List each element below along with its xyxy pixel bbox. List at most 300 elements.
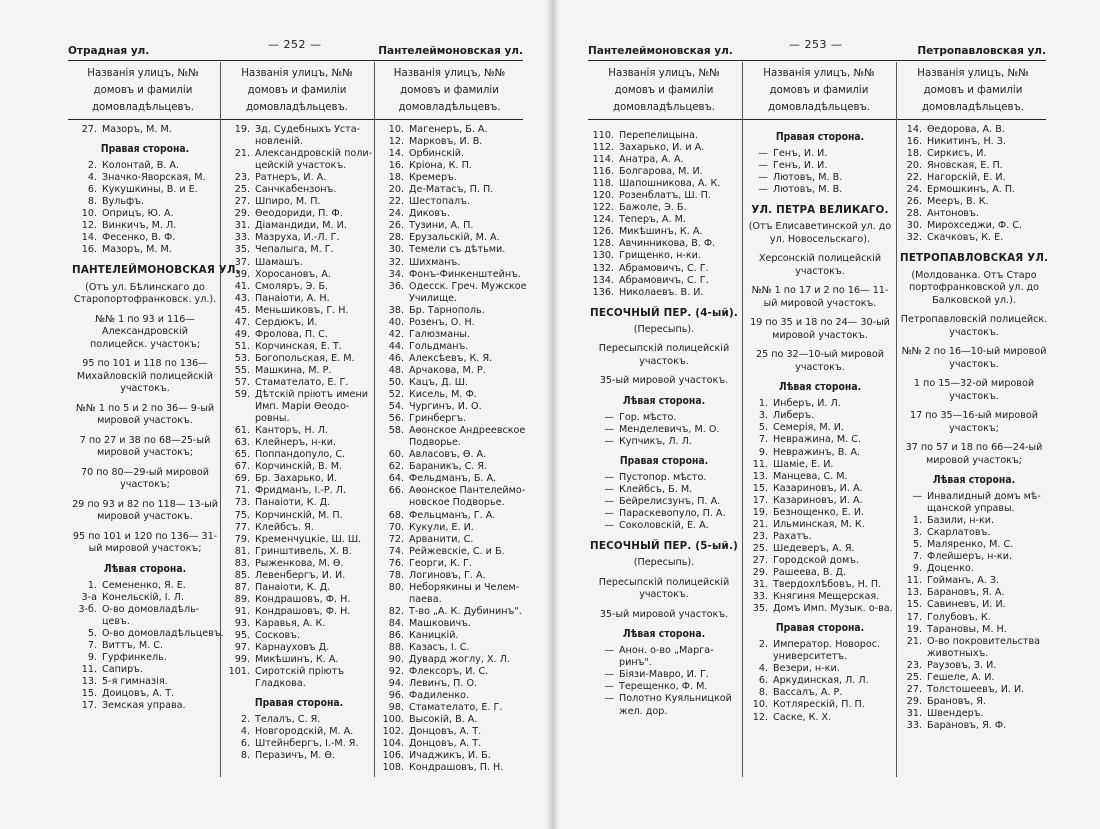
house-number: 136. [592, 286, 614, 298]
directory-entry [226, 413, 372, 425]
side-heading: Правая сторона. [775, 622, 865, 635]
house-number: 17. [906, 611, 922, 623]
directory-entry [72, 580, 218, 592]
directory-entry [378, 269, 524, 281]
owner-name: Дувард жоглу, Х. Л. [409, 654, 510, 666]
directory-entry [72, 196, 218, 208]
owner-name: Манцева, С. М. [773, 470, 848, 482]
directory-entry [588, 436, 740, 448]
column-header: Названія улицъ, №№ домовъ и фамиліи домовладѣльцевъ. [87, 68, 199, 113]
directory-entry [588, 681, 740, 693]
house-number: 81. [234, 545, 250, 557]
house-number: 68. [388, 509, 404, 521]
directory-entry [72, 640, 218, 652]
owner-name: Соколовскій, Е. А. [619, 520, 709, 532]
owner-name: Тарановы, М. Н. [927, 623, 1007, 635]
directory-entry [378, 220, 524, 232]
house-number: 12. [752, 711, 768, 723]
owner-name: Неборякины и Челем- [409, 581, 520, 593]
directory-entry [226, 257, 372, 269]
owner-name: Кременчуцкіе, Ш. Ш. [255, 533, 362, 545]
house-number: 29. [752, 566, 768, 578]
owner-name: Генъ, И. И. [773, 160, 828, 172]
owner-name: Подворье. [409, 437, 461, 449]
owner-name: Лютовъ, М. В. [773, 172, 843, 184]
directory-entry [378, 630, 524, 642]
side-heading: Правая сторона. [100, 143, 190, 156]
owner-name: Казариновъ, И. А. [773, 482, 863, 494]
directory-entry [378, 329, 524, 341]
district-note: Херсонскій полицейскій участокъ. [758, 253, 882, 277]
district-note: №№ 1 по 17 и 2 по 16— 11-ый мировой участокъ. [751, 285, 889, 309]
directory-entry [378, 642, 524, 654]
directory-entry [378, 136, 524, 148]
owner-name: Конельскій, І. Л. [102, 591, 184, 603]
house-number: 13. [906, 587, 922, 599]
house-number: 31. [234, 220, 250, 232]
house-number: 72. [388, 533, 404, 545]
directory-entry [226, 160, 372, 172]
owner-name: Кондрашовъ, Ф. Н. [255, 605, 351, 617]
house-number: 9. [87, 651, 97, 663]
house-number: 108. [382, 762, 404, 774]
owner-name: Розенблатъ, Ш. П. [619, 190, 711, 202]
owner-name: Мазоръ, М. М. [102, 124, 172, 135]
directory-entry [226, 317, 372, 329]
house-number: 14. [388, 148, 404, 160]
owner-name: Фадиленко. [409, 690, 470, 702]
owner-name: Кацъ, Д. Ш. [409, 376, 469, 388]
house-number: 18. [906, 148, 922, 160]
owner-name: Нагорскій, Е. И. [927, 172, 1006, 184]
owner-name: Ильминская, М. К. [773, 518, 865, 530]
owner-name: Гольдманъ. [409, 340, 469, 352]
house-number: 85. [234, 569, 250, 581]
owner-name: Саске, К. Х. [773, 711, 832, 723]
directory-entry [746, 422, 894, 434]
owner-name: Логиновъ, Г. А. [409, 569, 486, 581]
house-number: 90. [388, 654, 404, 666]
owner-name: Земская управа. [102, 700, 186, 712]
owner-name: Пустопор. мѣсто. [619, 471, 707, 483]
owner-name: Бр. Захарько, И. [255, 473, 338, 485]
directory-entry [378, 413, 524, 425]
directory-entry [746, 471, 894, 483]
house-number: 48. [388, 364, 404, 376]
right-page [552, 0, 1100, 829]
owner-name: Шедеверъ, А. Я. [773, 542, 855, 554]
owner-name: Училище. [409, 292, 458, 304]
owner-name: Ерузальскій, М. А. [409, 232, 500, 244]
house-number: — [604, 645, 614, 657]
owner-name: новское Подворье. [409, 497, 505, 509]
owner-name: Кондрашовъ, Ф. Н. [255, 593, 351, 605]
owner-name: Темели съ дѣтьми. [409, 244, 506, 256]
directory-entry [378, 353, 524, 365]
district-note: 17 по 35—16-ый мировой участокъ; [910, 410, 1038, 434]
owner-name: Мазоръ, М. М. [102, 244, 172, 256]
owner-name: Гор. мѣсто. [619, 411, 677, 423]
owner-name: Рыженкова, М. Ѳ. [255, 557, 344, 569]
house-number: 63. [234, 437, 250, 449]
directory-entry [746, 567, 894, 579]
house-number: 11. [906, 575, 922, 587]
right-column-2 [746, 124, 894, 724]
directory-entry [72, 124, 218, 136]
house-number: 21. [234, 148, 250, 160]
house-number: 8. [87, 196, 97, 208]
house-number: 60. [388, 449, 404, 461]
house-number: 10. [752, 699, 768, 711]
directory-entry [226, 172, 372, 184]
directory-entry [588, 263, 740, 275]
directory-entry [226, 738, 372, 750]
directory-entry [746, 591, 894, 603]
house-number: 5. [758, 422, 768, 434]
owner-name: Диковъ. [409, 208, 450, 220]
house-number: 16. [906, 136, 922, 148]
directory-entry [378, 702, 524, 714]
owner-name: Фесенко, В. Ф. [102, 232, 176, 244]
owner-name: Невражинъ, В. А. [773, 446, 861, 458]
owner-name: Барановъ, Я. А. [927, 587, 1005, 599]
house-number: 5. [912, 539, 922, 551]
house-number: 24. [388, 208, 404, 220]
directory-entry [378, 497, 524, 509]
directory-entry [226, 269, 372, 281]
owner-name: Анатра, А. А. [619, 154, 684, 166]
house-number: 25. [752, 542, 768, 554]
directory-entry [378, 654, 524, 666]
owner-name: Семерія, М. И. [773, 422, 844, 434]
house-number: 132. [592, 262, 614, 274]
house-number: 6. [758, 675, 768, 687]
directory-entry [378, 148, 524, 160]
owner-name: Шестопалъ. [409, 196, 471, 208]
house-number: 118. [592, 178, 614, 190]
directory-entry [378, 762, 524, 774]
owner-name: Менделевичъ, М. О. [619, 423, 720, 435]
directory-entry [226, 630, 372, 642]
owner-name: Котлярескій, П. П. [773, 699, 865, 711]
directory-entry [378, 341, 524, 353]
directory-entry [378, 558, 524, 570]
owner-name: Полотно Куяльницкой [619, 693, 732, 705]
owner-name: Панаіоти, К. Д. [255, 581, 331, 593]
column-header: Названія улицъ, №№ домовъ и фамиліи домовладѣльцевъ. [241, 68, 353, 113]
owner-name: Корчинскій, В. М. [255, 461, 343, 473]
directory-entry [588, 130, 740, 142]
owner-name: Голубовъ, К. [927, 611, 991, 623]
owner-name: Арванити, С. [409, 533, 474, 545]
owner-name: О-во домовладѣльцевъ. [102, 627, 224, 639]
owner-name: Георги, К. Г. [409, 557, 472, 569]
directory-entry [378, 257, 524, 269]
house-number: 64. [388, 473, 404, 485]
owner-name: Городской домъ. [773, 554, 860, 566]
owner-name: Тузини, А. П. [409, 220, 474, 232]
directory-entry [900, 172, 1048, 184]
house-number: 19. [234, 124, 250, 135]
directory-entry [378, 522, 524, 534]
owner-name: Магенеръ, Б. А. [409, 124, 488, 135]
house-number: 16. [81, 244, 97, 256]
house-number: 31. [752, 579, 768, 591]
left-column-2 [226, 124, 372, 762]
directory-entry [72, 700, 218, 712]
owner-name: Лютовъ, М. В. [773, 184, 843, 196]
house-number: 27. [234, 196, 250, 208]
house-number: 67. [234, 461, 250, 473]
directory-entry [72, 592, 218, 604]
right-header-street: Пантелеймоновская ул. [378, 45, 523, 57]
owner-name: О-во покровительства [927, 635, 1041, 647]
house-number: 3. [912, 527, 922, 539]
directory-entry [588, 275, 740, 287]
owner-name: Ичаджикъ, И. Б. [409, 750, 491, 762]
house-number: 82. [388, 605, 404, 617]
owner-name: Клейнеръ, н-ки. [255, 437, 337, 449]
house-number: — [604, 520, 614, 532]
directory-entry [588, 226, 740, 238]
owner-name: цевъ. [102, 615, 130, 627]
owner-name: Кріона, К. П. [409, 160, 472, 172]
house-number: 32. [388, 256, 404, 268]
owner-name: Гешеле, А. И. [927, 671, 995, 683]
house-number: 35. [234, 244, 250, 256]
house-number: 39. [234, 268, 250, 280]
house-number: 13. [752, 470, 768, 482]
house-number: 22. [388, 196, 404, 208]
directory-entry [900, 515, 1048, 527]
owner-name: Кондрашовъ, П. Н. [409, 762, 504, 774]
owner-name: Мазруха, И.-Л. Г. [255, 232, 340, 244]
directory-entry [378, 184, 524, 196]
owner-name: Санчкабензонъ. [255, 184, 337, 196]
directory-entry [226, 726, 372, 738]
house-number: 10. [81, 208, 97, 220]
directory-entry [378, 606, 524, 618]
owner-name: Клейбсъ, Б. М. [619, 483, 693, 495]
directory-entry [900, 575, 1048, 587]
house-number: 11. [81, 663, 97, 675]
house-number: 100. [382, 714, 404, 726]
house-number: 73. [234, 497, 250, 509]
owner-name: Аѳонское Пантелеймо- [409, 485, 526, 497]
directory-entry [900, 720, 1048, 732]
owner-name: Карнауховъ Д. [255, 642, 330, 654]
directory-entry [746, 712, 894, 724]
directory-entry [226, 570, 372, 582]
house-number: 7. [912, 551, 922, 563]
house-number: 25. [234, 184, 250, 196]
house-number: 1. [758, 398, 768, 410]
directory-entry [72, 208, 218, 220]
directory-entry [226, 522, 372, 534]
owner-name: новленій. [255, 136, 304, 148]
house-number: 23. [234, 172, 250, 184]
directory-entry [378, 726, 524, 738]
district-note: (Отъ ул. Бѣлинскаго до Старопортофранковск. ул.). [73, 281, 217, 306]
house-number: — [758, 172, 768, 184]
owner-name: Чургинъ, И. О. [409, 401, 482, 413]
directory-entry [900, 648, 1048, 660]
owner-name: Сапиръ. [102, 663, 144, 675]
street-heading: ПЕСОЧНЫЙ ПЕР. (4-ый). [590, 306, 738, 319]
directory-entry [746, 184, 894, 196]
directory-entry [378, 377, 524, 389]
house-number: 10. [388, 124, 404, 135]
house-number: 70. [388, 521, 404, 533]
house-number: 19. [906, 623, 922, 635]
directory-entry [588, 142, 740, 154]
house-number: 26. [906, 196, 922, 208]
directory-entry [900, 636, 1048, 648]
house-number: 134. [592, 274, 614, 286]
house-number: 99. [234, 654, 250, 666]
directory-entry [588, 472, 740, 484]
district-note: 1 по 15—32-ой мировой участокъ. [913, 378, 1035, 402]
owner-name: Инберъ, И. Л. [773, 398, 841, 410]
owner-name: Богопольская, Е. М. [255, 352, 355, 364]
directory-entry [588, 190, 740, 202]
house-number: 2. [87, 160, 97, 172]
owner-name: Каравья, А. К. [255, 617, 326, 629]
owner-name: Авласовъ, Ѳ. А. [409, 449, 487, 461]
owner-name: Фролова, П. С. [255, 328, 328, 340]
side-heading: Правая сторона. [254, 697, 344, 710]
owner-name: Ѳеодориди, П. Ф. [255, 208, 343, 220]
house-number: 21. [752, 518, 768, 530]
house-number: 92. [388, 666, 404, 678]
district-note: (Молдованка. Отъ Старо портофранковской ул. до Балковской ул.). [908, 269, 1040, 306]
owner-name: Доицовъ, А. Т. [102, 687, 175, 699]
directory-entry [378, 510, 524, 522]
owner-name: Донцовъ, А. Т. [409, 726, 482, 738]
owner-name: Поппандопуло, С. [255, 449, 346, 461]
directory-entry [900, 124, 1048, 136]
house-number: 102. [382, 726, 404, 738]
directory-entry [226, 678, 372, 690]
house-number: 34. [388, 268, 404, 280]
owner-name: Ѳедорова, А. В. [927, 124, 1005, 135]
directory-entry [226, 666, 372, 678]
house-number: 56. [388, 413, 404, 425]
directory-entry [378, 618, 524, 630]
house-number: 11. [752, 458, 768, 470]
owner-name: Инвалидный домъ мѣ- [927, 491, 1041, 503]
directory-entry [226, 546, 372, 558]
directory-entry [226, 136, 372, 148]
owner-name: Княгиня Мещерская. [773, 591, 880, 603]
house-number: — [604, 669, 614, 681]
directory-entry [226, 401, 372, 413]
directory-entry [72, 232, 218, 244]
directory-entry [226, 389, 372, 401]
column-divider [220, 62, 221, 777]
house-number: 29. [906, 695, 922, 707]
owner-name: Барановъ, Я. Ф. [927, 719, 1007, 731]
house-number: 101. [228, 666, 250, 678]
right-page-number: — 253 — [789, 38, 843, 51]
directory-entry [746, 495, 894, 507]
left-column-1 [72, 124, 240, 712]
house-number: 65. [234, 449, 250, 461]
directory-entry [378, 582, 524, 594]
owner-name: щанской управы. [927, 503, 1015, 515]
house-number: 89. [234, 593, 250, 605]
owner-name: Стамателато, Е. Г. [255, 376, 349, 388]
owner-name: 5-я гимназія. [102, 675, 168, 687]
house-number: 49. [234, 328, 250, 340]
owner-name: Флейшеръ, н-ки. [927, 551, 1012, 563]
house-number: 27. [906, 683, 922, 695]
owner-name: Терещенко, Ф. М. [619, 681, 708, 693]
house-number: 55. [234, 364, 250, 376]
owner-name: Анон. о-во „Марга- [619, 645, 714, 657]
directory-entry [226, 365, 372, 377]
owner-name: университетъ. [773, 651, 848, 663]
owner-name: Антоновъ. [927, 208, 979, 220]
house-number: 38. [388, 304, 404, 316]
house-number: 95. [234, 629, 250, 641]
house-number: — [604, 496, 614, 508]
owner-name: Толстошеевъ, И. И. [927, 683, 1025, 695]
owner-name: Панаіоти, К. Д. [255, 497, 331, 509]
owner-name: Значко-Яворская, М. [102, 172, 206, 184]
house-number: 3-а [81, 591, 97, 603]
directory-entry [378, 437, 524, 449]
directory-entry [72, 664, 218, 676]
owner-name: Виттъ, М. С. [102, 639, 163, 651]
house-number: — [604, 693, 614, 705]
directory-entry [588, 657, 740, 669]
owner-name: Перепелицына. [619, 130, 698, 141]
house-number: 16. [388, 160, 404, 172]
house-number: 122. [592, 202, 614, 214]
district-note: (Пересыпь). [633, 557, 695, 569]
directory-entry [378, 232, 524, 244]
directory-entry [378, 570, 524, 582]
house-number: 46. [388, 352, 404, 364]
house-number: 27. [81, 124, 97, 135]
directory-entry [378, 293, 524, 305]
owner-name: Левинъ, П. О. [409, 678, 478, 690]
owner-name: Александровскій поли- [255, 148, 373, 160]
house-number: 33. [906, 719, 922, 731]
directory-entry [746, 459, 894, 471]
directory-entry [378, 425, 524, 437]
house-number: 76. [388, 557, 404, 569]
owner-name: Сердюкъ, И. [255, 316, 318, 328]
district-note: 25 по 32—10-ый мировой участокъ. [756, 349, 884, 373]
owner-name: Одесск. Греч. Мужское [409, 280, 527, 292]
house-number: — [758, 184, 768, 196]
directory-entry [72, 627, 224, 640]
directory-entry [378, 172, 524, 184]
house-number: 12. [388, 136, 404, 148]
owner-name: Скарлатовъ. [927, 527, 991, 539]
district-note: 35-ый мировой участокъ. [599, 375, 729, 387]
directory-entry [72, 616, 218, 628]
directory-entry [226, 510, 372, 522]
owner-name: Шаміе, Е. И. [773, 458, 834, 470]
owner-name: Казасъ, І. С. [409, 642, 470, 654]
house-number: 24. [906, 184, 922, 196]
directory-entry [900, 491, 1048, 503]
house-number: 3. [758, 410, 768, 422]
owner-name: Флексоръ, И. С. [409, 666, 489, 678]
